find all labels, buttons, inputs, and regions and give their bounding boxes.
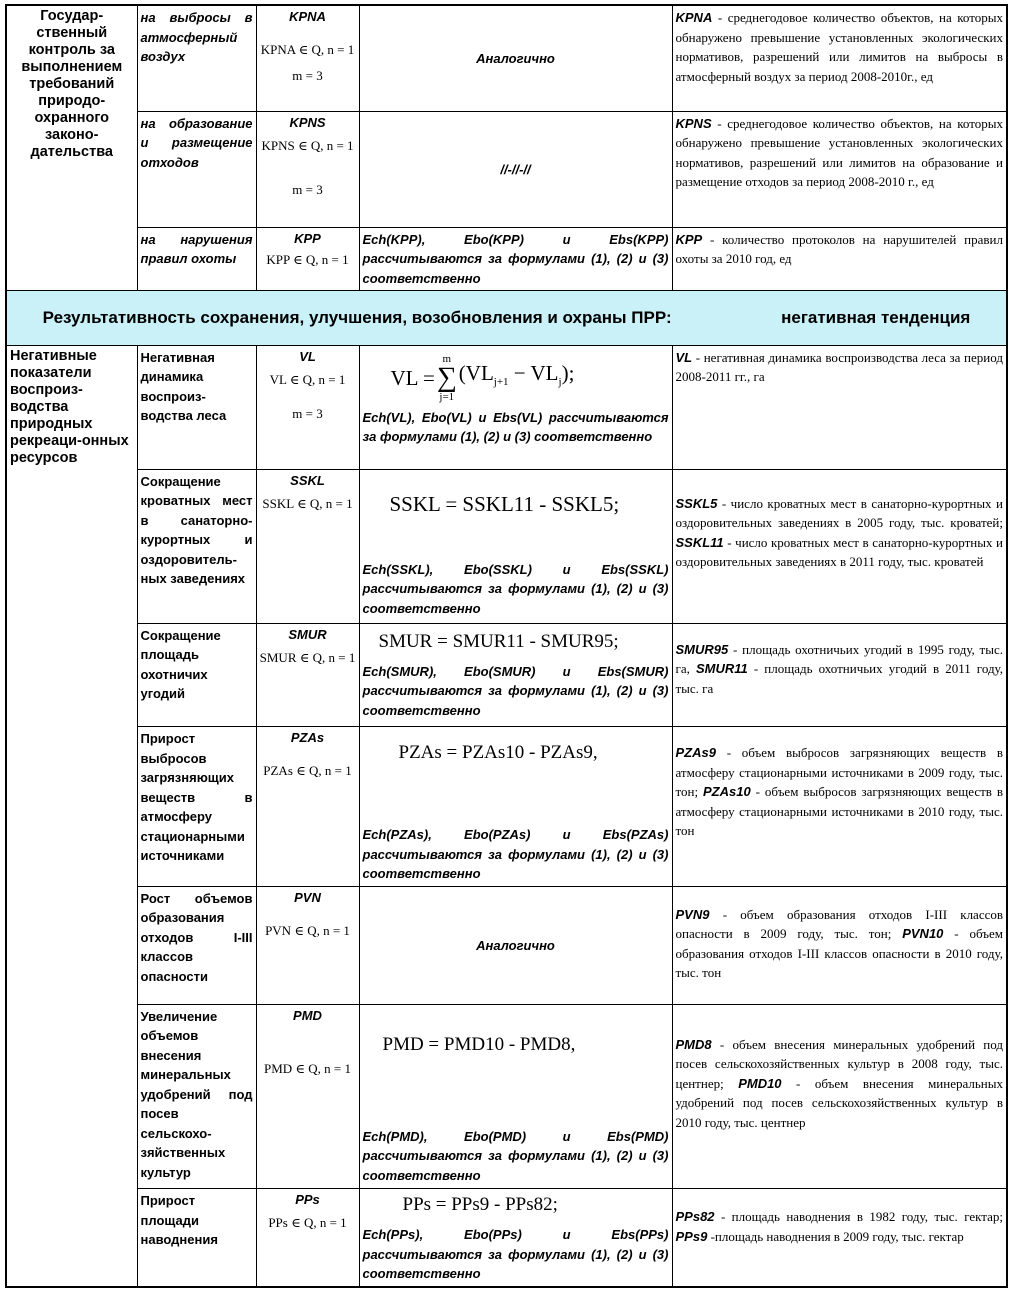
indicator-m: m = 3 xyxy=(292,181,323,197)
indicator-code: KPNA xyxy=(289,9,326,24)
indicator-name: Прирост площади наводнения xyxy=(137,1189,256,1287)
description-rich xyxy=(676,1037,1004,1130)
description-rich xyxy=(676,642,1004,696)
indicator-code: PVN xyxy=(294,889,321,905)
description-text: - площадь охотничьих угодий в 2011 году, тыс. га xyxy=(675,661,1004,696)
description-text: - число кроватных мест в санаторно-курортных и оздоровительных заведениях в 2011 году, тыс. кроватей xyxy=(675,534,1003,570)
formula-text: PPs = PPs9 - PPs82; xyxy=(402,1194,558,1216)
description-text: - среднегодовое количество объектов, на которых обнаружено превышение установленных экологических нормативов, разрешений или лимитов на образование и размещение отходов за период 2008-2010 г., ед xyxy=(675,115,1003,190)
indicator-m: m = 3 xyxy=(292,68,323,83)
calc-text: Ech(SSKL), Ebo(SSKL) и Ebs(SSKL) рассчитываются за формулами (1), (2) и (3) соответственно xyxy=(362,561,669,616)
formula-cell xyxy=(359,469,672,623)
indicator-table xyxy=(5,4,1008,1288)
description-rich xyxy=(676,496,1004,570)
formula-text: $(VL_{j+1} - VL_j)$; xyxy=(458,360,575,389)
description-code: PPs82 xyxy=(675,1209,715,1225)
indicator-condition: VL ∈ Q, n = 1 xyxy=(269,371,346,387)
calc-text: Ech(SMUR), Ebo(SMUR) и Ebs(SMUR) рассчитываются за формулами (1), (2) и (3) соответственно xyxy=(362,663,669,718)
description-text: - количество протоколов на нарушителей правил охоты за 2010 год, ед xyxy=(675,231,1003,267)
description-code: PZAs9 xyxy=(675,745,716,761)
calc-text: Ech(PZAs), Ebo(PZAs) и Ebs(PZAs) рассчитываются за формулами (1), (2) и (3) соответственно xyxy=(362,827,669,882)
calc-text: Ech(VL), Ebo(VL) и Ebs(VL) рассчитываются за формулами (1), (2) и (3) соответственно xyxy=(362,409,669,444)
description-code: PZAs10 xyxy=(703,784,751,800)
section-title-negative-indicators: Негативные показатели воспроиз-водства природных рекреаци-онных ресурсов xyxy=(6,345,137,1287)
formula-text: Аналогично xyxy=(476,50,555,66)
formula-cell xyxy=(359,1189,672,1287)
formula-text: VL = xyxy=(390,365,435,390)
indicator-name: на образование и размещение отходов xyxy=(137,111,256,227)
description-cell xyxy=(672,345,1007,469)
description-text: - объем внесения минеральных удобрений под посев сельскохозяйственных культур в 2010 году, тыс. центнер xyxy=(675,1075,1003,1130)
description-rich xyxy=(676,907,1004,981)
table-row xyxy=(6,5,1007,111)
description-code: PMD10 xyxy=(738,1075,782,1091)
description-rich xyxy=(676,745,1004,838)
band-left-text: Результативность сохранения, улучшения, возобновления и охраны ПРР: xyxy=(42,308,672,328)
description-text: - объем внесения минеральных удобрений под посев сельскохозяйственных культур в 2008 году, тыс. центнер; xyxy=(675,1036,1003,1091)
description-code: SMUR11 xyxy=(695,661,748,677)
formula-expression xyxy=(363,348,669,408)
table-row xyxy=(6,111,1007,227)
table-row xyxy=(6,469,1007,623)
indicator-condition: KPNA ∈ Q, n = 1 xyxy=(260,42,355,57)
indicator-code: PPs xyxy=(295,1192,320,1208)
indicator-condition: KPNS ∈ Q, n = 1 xyxy=(261,137,354,153)
symbol-cell xyxy=(256,469,359,623)
indicator-code: KPNS xyxy=(289,114,326,130)
formula-text: PMD = PMD10 - PMD8, xyxy=(382,1033,576,1055)
table-row xyxy=(6,623,1007,726)
table-row xyxy=(6,345,1007,469)
formula-text: //-//-// xyxy=(500,161,531,177)
sum-operator xyxy=(437,353,457,403)
description-text: - площадь наводнения в 1982 году, тыс. гектар; xyxy=(714,1209,1003,1225)
description-text: - объем выбросов загрязняющих веществ в атмосферу стационарными источниками в 2009 году, тыс. тон; xyxy=(675,745,1003,800)
symbol-cell xyxy=(256,5,359,111)
table-row xyxy=(6,727,1007,887)
formula-cell xyxy=(359,623,672,726)
description-rich xyxy=(676,1209,1004,1244)
indicator-name: Сокращение площадь охотничих угодий xyxy=(137,623,256,726)
indicator-m: m = 3 xyxy=(292,405,323,421)
calc-text: Ech(KPP), Ebo(KPP) и Ebs(KPP) рассчитываются за формулами (1), (2) и (3) соответственно xyxy=(362,231,669,286)
formula-cell xyxy=(359,5,672,111)
description-cell xyxy=(672,5,1007,111)
indicator-name: Сокращение кроватных мест в санаторно-курортных и оздоровитель-ных заведениях xyxy=(137,469,256,623)
table-row xyxy=(6,227,1007,291)
indicator-code: SSKL xyxy=(290,472,325,488)
description-code: PMD8 xyxy=(675,1036,712,1052)
description-rich xyxy=(676,350,1004,385)
indicator-name: Рост объемов образования отходов I-III классов опасности xyxy=(137,886,256,1004)
formula-text: Аналогично xyxy=(476,937,555,953)
symbol-cell xyxy=(256,227,359,291)
description-code: PVN9 xyxy=(675,906,710,922)
table-row xyxy=(6,291,1007,345)
description-text: - негативная динамика воспроизводства леса за период 2008-2011 гг., га xyxy=(675,349,1003,384)
sum-lower-limit: j=1 xyxy=(439,390,455,403)
indicator-code: PMD xyxy=(293,1007,322,1023)
description-code: PVN10 xyxy=(902,926,944,942)
indicator-code: SMUR xyxy=(288,626,327,642)
symbol-cell xyxy=(256,727,359,887)
formula-text: SSKL = SSKL11 - SSKL5; xyxy=(389,491,620,516)
description-text: - площадь охотничьих угодий в 1995 году, тыс. га, xyxy=(675,641,1003,677)
symbol-cell xyxy=(256,1189,359,1287)
indicator-code: PZAs xyxy=(290,730,325,746)
formula-text: SMUR = SMUR11 - SMUR95; xyxy=(378,630,619,652)
description-cell xyxy=(672,727,1007,887)
formula-cell xyxy=(359,886,672,1004)
sigma-symbol: ∑ xyxy=(436,361,457,393)
description-code: SMUR95 xyxy=(675,641,729,657)
description-text: - число кроватных мест в санаторно-курортных и оздоровительных заведениях в 2005 году, тыс. кроватей; xyxy=(675,495,1003,531)
description-text: - объем образования отходов I-III классов опасности в 2010 году, тыс. тон xyxy=(675,926,1003,981)
description-cell xyxy=(672,1189,1007,1287)
sum-upper-limit: m xyxy=(442,352,452,365)
table-row xyxy=(6,886,1007,1004)
formula-text: PZAs = PZAs10 - PZAs9, xyxy=(398,742,598,764)
calc-text: Ech(PPs), Ebo(PPs) и Ebs(PPs) рассчитываются за формулами (1), (2) и (3) соответственно xyxy=(362,1227,669,1282)
symbol-cell xyxy=(256,623,359,726)
description-text: -площадь наводнения в 2009 году, тыс. гектар xyxy=(707,1228,964,1244)
indicator-name: Негативная динамика воспроиз-водства леса xyxy=(137,345,256,469)
formula-cell xyxy=(359,111,672,227)
indicator-condition: PMD ∈ Q, n = 1 xyxy=(263,1060,352,1076)
formula-cell xyxy=(359,1004,672,1188)
indicator-name: Увеличение объемов внесения минеральных удобрений под посев сельскохо-зяйственных культур xyxy=(137,1004,256,1188)
section-band xyxy=(6,291,1007,345)
description-text: - объем выбросов загрязняющих веществ в атмосферу стационарными источниками в 2010 году, тыс. тон xyxy=(675,784,1003,839)
indicator-name: на выбросы в атмосферный воздух xyxy=(137,5,256,111)
table-row xyxy=(6,1189,1007,1287)
description-code: PPs9 xyxy=(675,1228,708,1244)
indicator-name: на нарушения правил охоты xyxy=(137,227,256,291)
symbol-cell xyxy=(256,111,359,227)
description-text: - среднегодовое количество объектов, на которых обнаружено превышение установленных экологических нормативов, разрешений или лимитов на выбросы в атмосферный воздух за период 2008-2010г., ед xyxy=(675,10,1003,84)
indicator-condition: PZAs ∈ Q, n = 1 xyxy=(263,763,352,779)
description-code: SSKL11 xyxy=(675,534,724,550)
indicator-condition: SMUR ∈ Q, n = 1 xyxy=(259,649,356,665)
description-code: KPNS xyxy=(675,115,712,131)
indicator-code: KPP xyxy=(294,230,321,246)
indicator-condition: PPs ∈ Q, n = 1 xyxy=(268,1215,347,1231)
description-code: KPNA xyxy=(675,10,713,25)
description-code: KPP xyxy=(675,231,703,247)
formula-cell xyxy=(359,345,672,469)
table-row xyxy=(6,1004,1007,1188)
description-cell xyxy=(672,227,1007,291)
indicator-condition: PVN ∈ Q, n = 1 xyxy=(265,922,350,938)
description-code: SSKL5 xyxy=(675,495,718,511)
description-text: - объем образования отходов I-III классов опасности в 2009 году, тыс. тон; xyxy=(675,906,1003,942)
description-cell xyxy=(672,623,1007,726)
band-right-text: негативная тенденция xyxy=(781,308,971,328)
section-title-state-control: Государ-ственный контроль за выполнением требований природо-охранного законо-дательства xyxy=(6,5,137,291)
indicator-name: Прирост выбросов загрязняющих веществ в атмосферу стационарными источниками xyxy=(137,727,256,887)
description-cell xyxy=(672,1004,1007,1188)
symbol-cell xyxy=(256,345,359,469)
description-cell xyxy=(672,111,1007,227)
formula-cell xyxy=(359,727,672,887)
indicator-condition: SSKL ∈ Q, n = 1 xyxy=(262,495,353,511)
description-code: VL xyxy=(675,349,693,365)
indicator-code: VL xyxy=(299,348,316,364)
symbol-cell xyxy=(256,1004,359,1188)
description-cell xyxy=(672,886,1007,1004)
indicator-condition: KPP ∈ Q, n = 1 xyxy=(266,251,349,267)
formula-cell xyxy=(359,227,672,291)
symbol-cell xyxy=(256,886,359,1004)
description-cell xyxy=(672,469,1007,623)
calc-text: Ech(PMD), Ebo(PMD) и Ebs(PMD) рассчитываются за формулами (1), (2) и (3) соответственно xyxy=(362,1128,669,1183)
